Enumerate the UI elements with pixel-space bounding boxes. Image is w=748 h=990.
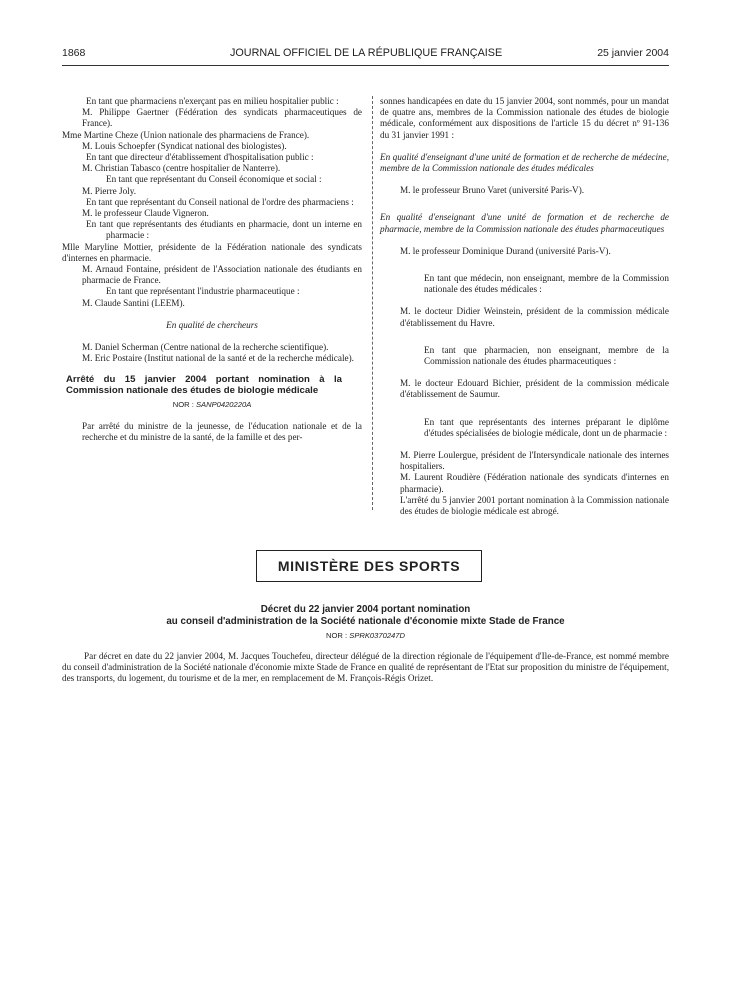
category-heading: En tant que représentants des internes préparant le diplôme d'études spécialisées de biologie médicale, dont un de pharmacie : <box>424 416 669 438</box>
arrete-body-continued: sonnes handicapées en date du 15 janvier 2004, sont nommés, pour un mandat de quatre ans, membres de la Commission nationale des études de biologie médicale, conformément aux dispositions de l'article 15 du décret nº 91-136 du 31 janvier 1991 : <box>380 96 669 140</box>
column-divider <box>372 96 373 510</box>
category-heading: En tant que représentant du Conseil économique et social : <box>106 174 322 185</box>
category-heading: En tant que pharmaciens n'exerçant pas en milieu hospitalier public : <box>86 96 339 106</box>
decree-title-line1: Décret du 22 janvier 2004 portant nomination <box>260 604 471 615</box>
member-entry: Mme Martine Cheze (Union nationale des pharmaciens de France). <box>62 129 310 140</box>
member-entry: M. Christian Tabasco (centre hospitalier de Nanterre). <box>82 163 281 174</box>
category-heading: En tant que représentant du Conseil national de l'ordre des pharmaciens : <box>86 196 354 207</box>
member-entry: M. Claude Santini (LEEM). <box>82 297 185 308</box>
journal-title: JOURNAL OFFICIEL DE LA RÉPUBLIQUE FRANÇAISE <box>230 47 503 59</box>
member-entry: M. Louis Schoepfer (Syndicat national des biologistes). <box>82 140 287 151</box>
category-heading: En tant que directeur d'établissement d'hospitalisation public : <box>86 152 314 163</box>
left-column <box>62 96 362 443</box>
ministry-title: MINISTÈRE DES SPORTS <box>277 558 461 574</box>
arrete-title: Arrêté du 15 janvier 2004 portant nomination à la Commission nationale des études de biologie médicale <box>66 374 342 397</box>
decree-body <box>62 651 669 685</box>
decree-nor <box>62 631 669 640</box>
nor-label: NOR : <box>326 631 348 640</box>
member-entry: M. le docteur Edouard Bichier, président de la commission médicale d'établissement de Saumur. <box>400 378 669 400</box>
issue-date: 25 janvier 2004 <box>597 47 669 59</box>
nor-code: SANP0420220A <box>195 399 252 409</box>
member-entry: Mlle Maryline Mottier, présidente de la Fédération nationale des syndicats d'internes en pharmacie. <box>62 241 362 263</box>
category-heading: En qualité d'enseignant d'une unité de formation et de recherche de médecine, membre de la Commission nationale des études médicales <box>380 151 669 174</box>
section-heading: En qualité de chercheurs <box>166 319 258 330</box>
page-number: 1868 <box>62 47 86 59</box>
decree-text: Par décret en date du 22 janvier 2004, M. Jacques Touchefeu, directeur délégué de la direction régionale de l'équipement d'Ile-de-France, est nommé membre du conseil d'administration de la Société nationale d'économie mixte Stade de France en qualité de représentant de l'Etat sur proposition du ministre de l'équipement, des transports, du logement, du tourisme et de la mer, en remplacement de M. François-Régis Orizet. <box>62 651 669 684</box>
member-entry: M. Laurent Roudière (Fédération nationale des syndicats d'internes en pharmacie). <box>400 472 669 494</box>
category-heading: En qualité d'enseignant d'une unité de formation et de recherche de pharmacie, membre de la Commission nationale des études pharmaceutiques <box>380 212 669 234</box>
category-heading: En tant que représentant l'industrie pharmaceutique : <box>106 286 300 297</box>
category-heading: En tant que représentants des étudiants en pharmacie, dont un interne en pharmacie : <box>86 219 362 241</box>
right-column <box>380 96 669 517</box>
member-entry: M. Eric Postaire (Institut national de la santé et de la recherche médicale). <box>82 353 354 364</box>
category-heading: En tant que médecin, non enseignant, membre de la Commission nationale des études médicales : <box>424 273 669 295</box>
arrete-body: Par arrêté du ministre de la jeunesse, de l'éducation nationale et de la recherche et du ministre de la santé, de la famille et des per- <box>82 420 362 443</box>
member-entry: M. le professeur Bruno Varet (université Paris-V). <box>400 185 585 196</box>
nor-code: SPRK0370247D <box>349 631 405 640</box>
member-entry: M. Pierre Joly. <box>82 185 137 196</box>
abrogation-note: L'arrêté du 5 janvier 2001 portant nomination à la Commission nationale des études de biologie médicale est abrogé. <box>400 494 669 517</box>
member-entry: M. le professeur Dominique Durand (université Paris-V). <box>400 245 611 256</box>
decree-title-line2: au conseil d'administration de la Société nationale d'économie mixte Stade de France <box>166 616 565 627</box>
member-entry: M. Daniel Scherman (Centre national de la recherche scientifique). <box>82 342 329 353</box>
ministry-banner <box>256 550 482 582</box>
member-entry: M. le professeur Claude Vigneron. <box>82 208 209 219</box>
nor-label: NOR : <box>172 399 194 409</box>
member-entry: M. le docteur Didier Weinstein, président de la commission médicale d'établissement du Havre. <box>400 306 669 328</box>
header-rule <box>62 65 669 66</box>
arrete-nor <box>62 399 362 410</box>
member-entry: M. Philippe Gaertner (Fédération des syndicats pharmaceutiques de France). <box>82 107 362 129</box>
member-entry: M. Arnaud Fontaine, président de l'Association nationale des étudiants en pharmacie de France. <box>82 264 362 286</box>
category-heading: En tant que pharmacien, non enseignant, membre de la Commission nationale des études pharmaceutiques : <box>424 344 669 367</box>
member-entry: M. Pierre Loulergue, président de l'Intersyndicale nationale des internes hospitaliers. <box>400 450 669 472</box>
